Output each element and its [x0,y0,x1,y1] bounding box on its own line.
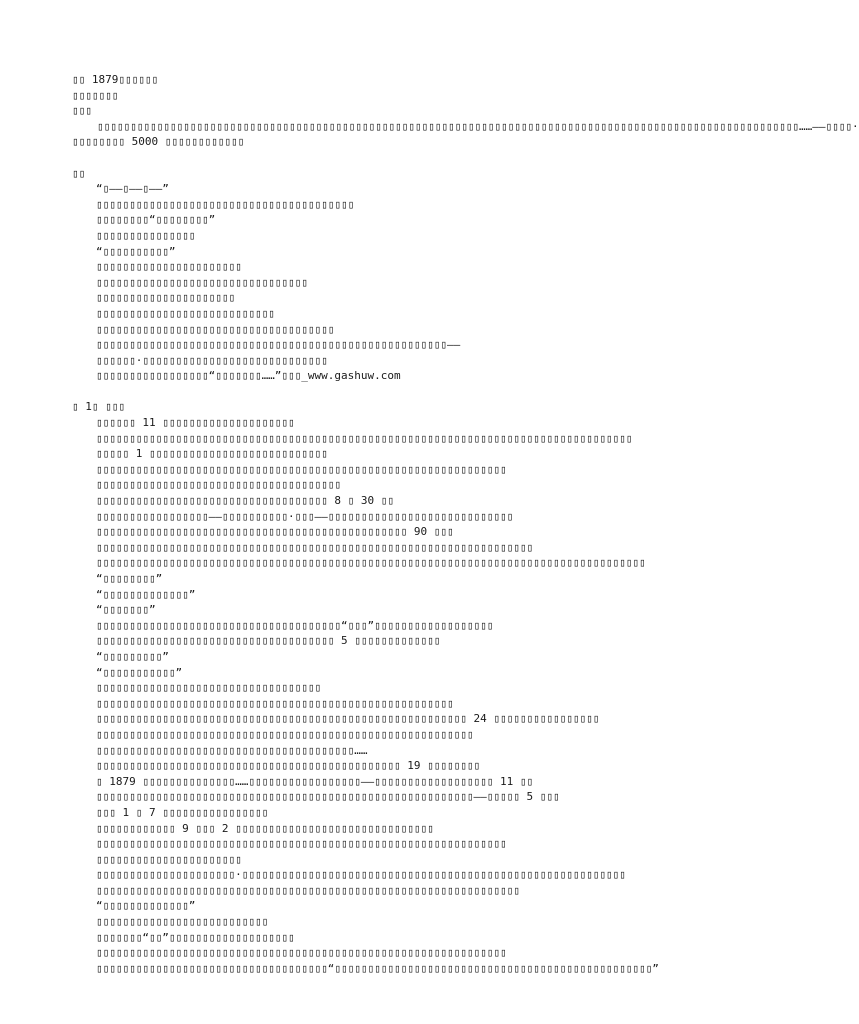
chapter-line: ▯▯▯▯▯▯▯▯▯▯▯▯▯▯▯▯▯▯▯▯▯▯▯▯▯▯▯▯▯▯▯▯▯▯▯“▯▯▯▯▯▯▯▯▯▯▯▯▯▯▯▯▯▯▯▯▯▯▯▯▯▯▯▯▯▯▯▯▯▯▯▯▯▯▯▯▯▯▯▯▯▯▯▯” [96,961,659,975]
chapter-line: “▯▯▯▯▯▯▯▯” [96,572,163,585]
section-line: “▯▯▯▯▯▯▯▯▯▯” [96,244,176,258]
chapter-line: ▯▯▯▯▯▯ 11 ▯▯▯▯▯▯▯▯▯▯▯▯▯▯▯▯▯▯▯▯ [96,416,295,430]
section-line: ▯▯▯▯▯▯▯▯▯▯▯▯▯▯▯▯▯“▯▯▯▯▯▯▯……”▯▯▯_www.gashuw.com [96,369,401,383]
chapter-line: “▯▯▯▯▯▯▯▯▯▯▯▯▯” [96,587,196,601]
section-line: ▯▯▯▯▯▯▯▯▯▯▯▯▯▯▯▯▯▯▯▯▯▯ [96,260,242,274]
chapter-line: ▯▯▯▯▯▯▯▯▯▯▯▯▯▯▯▯▯▯▯▯▯▯▯▯▯▯▯▯▯▯▯▯▯▯▯▯▯▯▯▯▯▯▯▯▯▯▯▯▯▯▯▯▯▯ [96,696,454,710]
section-line: ▯▯▯▯▯▯▯▯▯▯▯▯▯▯▯▯▯▯▯▯▯▯▯▯▯▯▯▯▯▯▯▯▯▯▯▯▯▯▯ [96,197,355,211]
chapter-title: ▯ 1▯ ▯▯▯ [72,400,125,414]
section-line: ▯▯▯▯▯▯▯▯“▯▯▯▯▯▯▯▯” [96,213,216,227]
section-line: ▯▯▯▯▯▯▯▯▯▯▯▯▯▯▯▯▯▯▯▯▯ [96,291,236,305]
chapter-line: ▯▯▯▯▯▯▯▯▯▯▯▯▯▯▯▯▯——▯▯▯▯▯▯▯▯▯▯·▯▯▯——▯▯▯▯▯▯▯▯▯▯▯▯▯▯▯▯▯▯▯▯▯▯▯▯▯▯▯▯ [96,509,514,523]
section-label: ▯▯ [72,166,86,180]
chapter-line: “▯▯▯▯▯▯▯▯▯” [96,649,169,663]
chapter-line: ▯▯▯▯▯▯▯▯▯▯▯▯▯▯▯▯▯▯▯▯▯▯▯▯▯▯▯▯▯▯▯▯▯▯▯▯▯▯▯▯▯▯▯▯▯▯▯▯▯▯▯▯▯▯▯▯▯▯▯▯▯▯ [96,837,507,851]
chapter-line: ▯▯▯▯▯▯▯▯▯▯▯▯▯▯▯▯▯▯▯▯▯▯▯▯▯▯▯▯▯▯▯▯▯▯▯▯▯▯▯▯▯▯▯▯▯▯▯▯▯▯▯▯▯▯▯▯▯ [96,727,474,741]
chapter-line: ▯▯▯▯▯▯▯▯▯▯▯▯▯▯▯▯▯▯▯▯▯▯▯▯▯▯▯▯▯▯▯▯▯▯▯▯▯“▯▯▯”▯▯▯▯▯▯▯▯▯▯▯▯▯▯▯▯▯▯ [96,618,494,632]
chapter-line: ▯▯▯▯▯▯▯▯▯▯▯▯▯▯▯▯▯▯▯▯▯▯▯▯▯▯▯▯▯▯▯▯▯▯▯▯▯ [96,478,342,492]
front-matter-line: ▯▯▯▯▯▯▯ [72,88,119,102]
section-line: ▯▯▯▯▯▯▯▯▯▯▯▯▯▯▯▯▯▯▯▯▯▯▯▯▯▯▯ [96,306,275,320]
chapter-line: ▯▯▯▯▯▯▯▯▯▯▯▯▯▯▯▯▯▯▯▯▯▯▯▯▯▯▯▯▯▯▯▯▯▯▯▯▯▯▯▯▯▯▯▯▯▯ 19 ▯▯▯▯▯▯▯▯ [96,759,481,773]
chapter-line: ▯▯▯▯▯▯▯▯▯▯▯▯▯▯▯▯▯▯▯▯▯▯▯▯▯▯▯▯▯▯▯▯▯▯▯▯ 5 ▯▯▯▯▯▯▯▯▯▯▯▯▯ [96,634,441,648]
chapter-line: “▯▯▯▯▯▯▯▯▯▯▯▯▯” [96,899,196,913]
chapter-line: ▯▯▯ 1 ▯ 7 ▯▯▯▯▯▯▯▯▯▯▯▯▯▯▯▯ [96,805,269,819]
section-line: ▯▯▯▯▯▯·▯▯▯▯▯▯▯▯▯▯▯▯▯▯▯▯▯▯▯▯▯▯▯▯▯▯▯▯ [96,353,328,367]
blank-line [72,150,732,166]
section-line: ▯▯▯▯▯▯▯▯▯▯▯▯▯▯▯ [96,228,196,242]
blank-line [72,384,732,400]
chapter-line: ▯ 1879 ▯▯▯▯▯▯▯▯▯▯▯▯▯▯……▯▯▯▯▯▯▯▯▯▯▯▯▯▯▯▯▯——▯▯▯▯▯▯▯▯▯▯▯▯▯▯▯▯▯▯ 11 ▯▯ [96,774,534,788]
chapter-line: ▯▯▯▯▯▯▯▯▯▯▯▯▯▯▯▯▯▯▯▯▯▯▯▯▯▯▯▯▯▯▯▯▯▯▯▯▯▯▯▯▯▯▯▯▯▯▯▯▯▯▯▯▯▯▯▯▯▯▯▯▯▯ [96,946,507,960]
chapter-line: ▯▯▯▯▯▯▯“▯▯”▯▯▯▯▯▯▯▯▯▯▯▯▯▯▯▯▯▯▯ [96,930,295,944]
chapter-line: ▯▯▯▯▯▯▯▯▯▯▯▯▯▯▯▯▯▯▯▯▯▯▯▯▯▯▯▯▯▯▯▯▯▯▯ 8 ▯ 30 ▯▯ [96,494,395,508]
front-matter-line: ▯▯▯ [72,104,92,118]
chapter-line: ▯▯▯▯▯▯▯▯▯▯▯▯▯▯▯▯▯▯▯▯▯▯▯▯▯▯▯▯▯▯▯▯▯▯▯▯▯▯▯▯▯▯▯▯▯▯▯▯▯▯▯▯▯▯▯▯▯▯▯▯▯▯▯▯▯▯▯▯▯▯▯▯▯▯▯▯▯▯▯▯▯▯▯ [96,556,646,570]
chapter-line: ▯▯▯▯▯▯▯▯▯▯▯▯▯▯▯▯▯▯▯▯▯▯▯▯▯▯▯▯▯▯▯▯▯▯▯▯▯▯▯▯▯▯▯▯▯▯▯▯▯▯▯▯▯▯▯▯ 24 ▯▯▯▯▯▯▯▯▯▯▯▯▯▯▯▯ [96,712,600,726]
text-lines [72,72,859,976]
chapter-line: ▯▯▯▯▯▯▯▯▯▯▯▯▯▯▯▯▯▯▯▯▯▯▯▯▯▯ [96,915,269,929]
chapter-line: ▯▯▯▯▯▯▯▯▯▯▯▯▯▯▯▯▯▯▯▯▯▯▯▯▯▯▯▯▯▯▯▯▯▯▯▯▯▯▯▯▯▯▯▯▯▯▯ 90 ▯▯▯ [96,525,454,539]
chapter-line: ▯▯▯▯▯▯▯▯▯▯▯▯▯▯▯▯▯▯▯▯▯▯▯▯▯▯▯▯▯▯▯▯▯▯▯▯▯▯▯▯▯▯▯▯▯▯▯▯▯▯▯▯▯▯▯▯▯▯▯▯▯▯▯▯▯▯▯▯▯▯▯▯▯▯▯▯▯▯▯▯▯ [96,431,633,445]
chapter-line: “▯▯▯▯▯▯▯▯▯▯▯” [96,665,183,679]
chapter-line: ▯▯▯▯▯▯▯▯▯▯▯▯▯▯▯▯▯▯▯▯▯▯▯▯▯▯▯▯▯▯▯▯▯▯▯▯▯▯▯▯▯▯▯▯▯▯▯▯▯▯▯▯▯▯▯▯▯▯▯▯▯▯▯▯▯▯ [96,540,534,554]
section-line: ▯▯▯▯▯▯▯▯▯▯▯▯▯▯▯▯▯▯▯▯▯▯▯▯▯▯▯▯▯▯▯▯ [96,275,308,289]
chapter-line: ▯▯▯▯▯▯▯▯▯▯▯▯▯▯▯▯▯▯▯▯▯▯ [96,852,242,866]
intro-line: ▯▯▯▯▯▯▯▯▯▯▯▯▯▯▯▯▯▯▯▯▯▯▯▯▯▯▯▯▯▯▯▯▯▯▯▯▯▯▯▯▯▯▯▯▯▯▯▯▯▯▯▯▯▯▯▯▯▯▯▯▯▯▯▯▯▯▯▯▯▯▯▯▯▯▯▯▯▯▯▯▯▯▯▯▯▯▯▯▯▯▯▯▯▯▯▯▯▯▯▯▯▯▯▯▯▯……——▯▯▯▯· [97,119,859,133]
chapter-line: “▯▯▯▯▯▯▯” [96,603,156,617]
section-line: “▯——▯——▯——” [96,182,169,196]
section-line: ▯▯▯▯▯▯▯▯▯▯▯▯▯▯▯▯▯▯▯▯▯▯▯▯▯▯▯▯▯▯▯▯▯▯▯▯ [96,322,335,336]
front-matter-line: ▯▯ 1879▯▯▯▯▯▯ [72,73,159,86]
chapter-line: ▯▯▯▯▯▯▯▯▯▯▯▯ 9 ▯▯▯ 2 ▯▯▯▯▯▯▯▯▯▯▯▯▯▯▯▯▯▯▯▯▯▯▯▯▯▯▯▯▯▯ [96,821,434,835]
section-line: ▯▯▯▯▯▯▯▯▯▯▯▯▯▯▯▯▯▯▯▯▯▯▯▯▯▯▯▯▯▯▯▯▯▯▯▯▯▯▯▯▯▯▯▯▯▯▯▯▯▯▯▯▯—— [96,338,461,352]
intro-line: ▯▯▯▯▯▯▯▯ 5000 ▯▯▯▯▯▯▯▯▯▯▯▯ [72,135,245,149]
chapter-line: ▯▯▯▯▯▯▯▯▯▯▯▯▯▯▯▯▯▯▯▯▯·▯▯▯▯▯▯▯▯▯▯▯▯▯▯▯▯▯▯▯▯▯▯▯▯▯▯▯▯▯▯▯▯▯▯▯▯▯▯▯▯▯▯▯▯▯▯▯▯▯▯▯▯▯▯▯▯▯▯ [96,868,626,882]
chapter-line: ▯▯▯▯▯▯▯▯▯▯▯▯▯▯▯▯▯▯▯▯▯▯▯▯▯▯▯▯▯▯▯▯▯▯ [96,681,322,695]
chapter-line: ▯▯▯▯▯▯▯▯▯▯▯▯▯▯▯▯▯▯▯▯▯▯▯▯▯▯▯▯▯▯▯▯▯▯▯▯▯▯▯▯▯▯▯▯▯▯▯▯▯▯▯▯▯▯▯▯▯▯▯▯▯▯▯▯ [96,883,520,897]
chapter-line: ▯▯▯▯▯▯▯▯▯▯▯▯▯▯▯▯▯▯▯▯▯▯▯▯▯▯▯▯▯▯▯▯▯▯▯▯▯▯▯…… [96,743,368,757]
chapter-line: ▯▯▯▯▯▯▯▯▯▯▯▯▯▯▯▯▯▯▯▯▯▯▯▯▯▯▯▯▯▯▯▯▯▯▯▯▯▯▯▯▯▯▯▯▯▯▯▯▯▯▯▯▯▯▯▯▯▯▯▯▯▯ [96,462,507,476]
chapter-line: ▯▯▯▯▯▯▯▯▯▯▯▯▯▯▯▯▯▯▯▯▯▯▯▯▯▯▯▯▯▯▯▯▯▯▯▯▯▯▯▯▯▯▯▯▯▯▯▯▯▯▯▯▯▯▯▯▯——▯▯▯▯▯ 5 ▯▯▯ [96,790,560,804]
chapter-line: ▯▯▯▯▯ 1 ▯▯▯▯▯▯▯▯▯▯▯▯▯▯▯▯▯▯▯▯▯▯▯▯▯▯▯ [96,447,328,461]
